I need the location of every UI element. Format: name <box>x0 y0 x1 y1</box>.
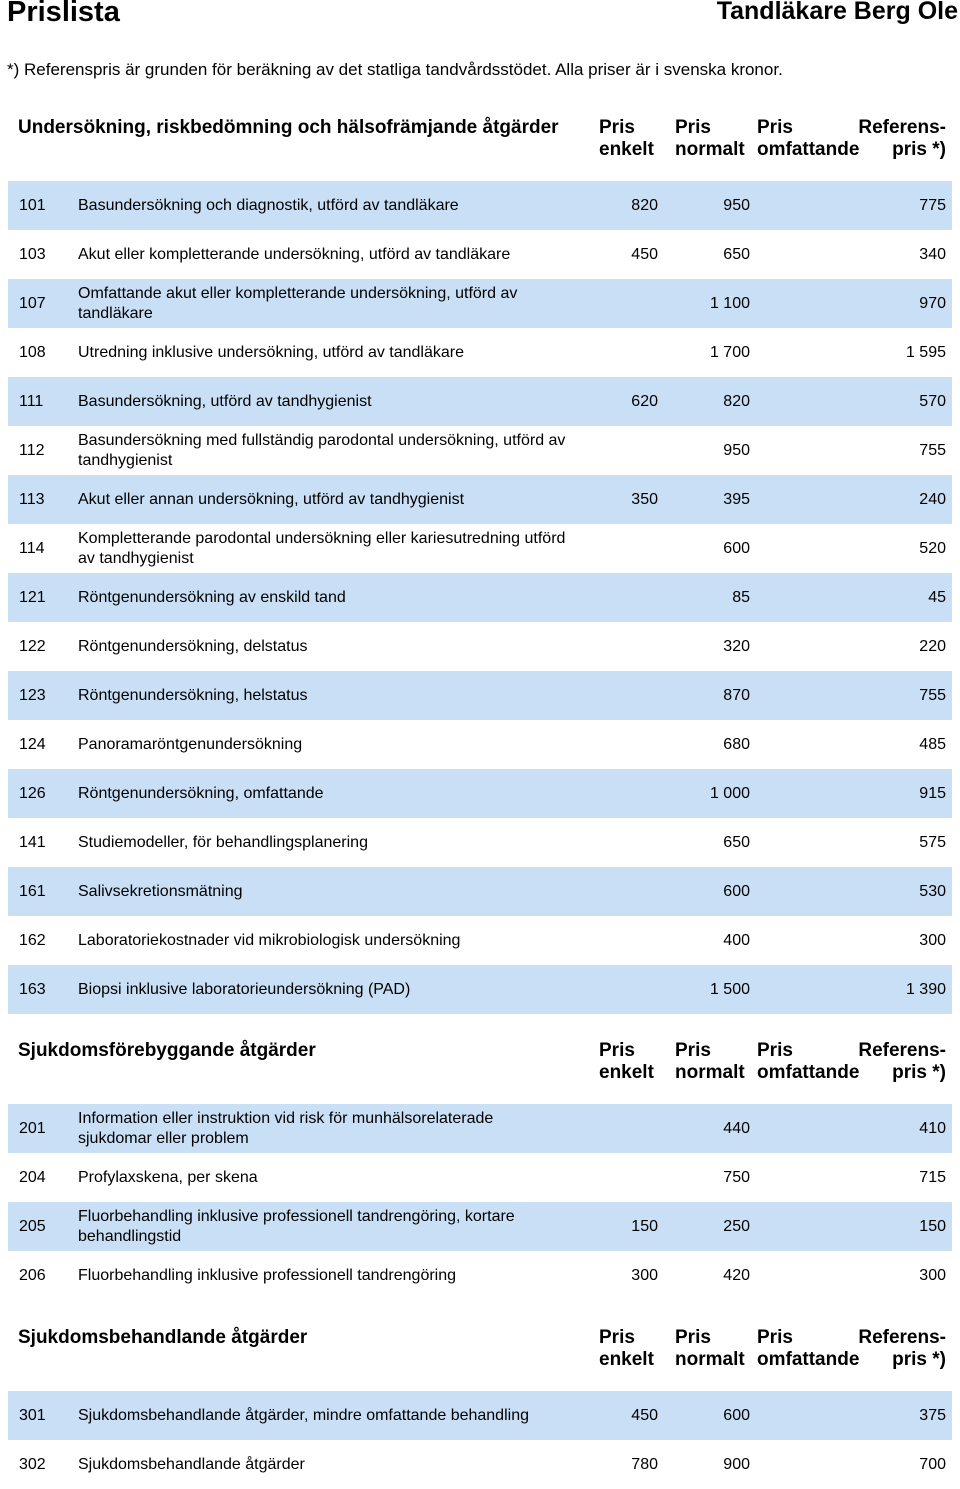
reference-price: 1 595 <box>905 343 946 361</box>
treatment-code: 204 <box>19 1168 46 1186</box>
reference-price: 530 <box>919 882 946 900</box>
treatment-description: Fluorbehandling inklusive professionell tandrengöring, kortare behandlingstid <box>78 1207 515 1245</box>
treatment-code: 302 <box>19 1455 46 1473</box>
reference-price: 755 <box>919 686 946 704</box>
treatment-code: 141 <box>19 833 46 851</box>
treatment-code: 205 <box>19 1217 46 1235</box>
column-header-enkelt <box>599 117 654 161</box>
treatment-description: Röntgenundersökning av enskild tand <box>78 588 346 606</box>
price-normalt: 680 <box>723 735 750 753</box>
treatment-code: 111 <box>19 392 44 410</box>
table-row <box>0 965 960 1014</box>
reference-price: 410 <box>919 1119 946 1137</box>
treatment-code: 122 <box>19 637 46 655</box>
price-normalt: 950 <box>723 196 750 214</box>
table-row <box>0 426 960 475</box>
treatment-description: Basundersökning, utförd av tandhygienist <box>78 392 372 410</box>
column-header-omf <box>757 1040 859 1084</box>
treatment-description: Laboratoriekostnader vid mikrobiologisk undersökning <box>78 931 461 949</box>
price-enkelt: 150 <box>631 1217 658 1235</box>
column-header-normalt <box>675 117 745 161</box>
treatment-description: Röntgenundersökning, helstatus <box>78 686 308 704</box>
table-row <box>0 181 960 230</box>
price-normalt: 950 <box>723 441 750 459</box>
treatment-description: Utredning inklusive undersökning, utförd av tandläkare <box>78 343 465 361</box>
treatment-description: Salivsekretionsmätning <box>78 882 243 900</box>
treatment-description: Röntgenundersökning, omfattande <box>78 784 324 802</box>
price-normalt: 750 <box>723 1168 750 1186</box>
reference-price: 755 <box>919 441 946 459</box>
treatment-code: 206 <box>19 1266 46 1284</box>
column-header-enkelt <box>599 1040 654 1084</box>
reference-price: 1 390 <box>905 980 946 998</box>
table-row <box>0 769 960 818</box>
column-header-line: enkelt <box>599 139 654 160</box>
table-row <box>0 1202 960 1251</box>
treatment-description: Studiemodeller, för behandlingsplanering <box>78 833 368 851</box>
price-normalt: 320 <box>723 637 750 655</box>
table-row <box>0 524 960 573</box>
price-enkelt: 820 <box>631 196 658 214</box>
table-row <box>0 671 960 720</box>
column-header-ref <box>858 1327 946 1371</box>
treatment-description: Basundersökning och diagnostik, utförd av tandläkare <box>78 196 459 214</box>
table-row <box>0 818 960 867</box>
price-enkelt: 350 <box>631 490 658 508</box>
reference-price: 520 <box>919 539 946 557</box>
column-header-ref <box>858 1040 946 1084</box>
reference-price: 775 <box>919 196 946 214</box>
reference-price: 970 <box>919 294 946 312</box>
treatment-code: 201 <box>19 1119 46 1137</box>
price-enkelt: 450 <box>631 245 658 263</box>
clinic-name: Tandläkare Berg Ole <box>716 0 958 25</box>
price-enkelt: 620 <box>631 392 658 410</box>
table-row <box>0 1251 960 1300</box>
price-normalt: 400 <box>723 931 750 949</box>
price-normalt: 395 <box>723 490 750 508</box>
price-normalt: 250 <box>723 1217 750 1235</box>
column-header-line: Pris <box>757 1327 793 1348</box>
price-table <box>0 181 960 1014</box>
treatment-description: Omfattande akut eller kompletterande undersökning, utförd av tandläkare <box>78 284 518 322</box>
column-header-line: Pris <box>599 117 635 138</box>
treatment-code: 121 <box>19 588 46 606</box>
price-table <box>0 1391 960 1489</box>
treatment-code: 107 <box>19 294 46 312</box>
column-header-line: Referens- <box>858 1040 946 1061</box>
section-header <box>0 117 960 181</box>
treatment-code: 112 <box>19 441 45 459</box>
reference-price: 150 <box>919 1217 946 1235</box>
treatment-description: Biopsi inklusive laboratorieundersökning (PAD) <box>78 980 411 998</box>
column-header-line: Pris <box>757 117 793 138</box>
column-header-normalt <box>675 1327 745 1371</box>
price-table <box>0 1104 960 1300</box>
table-row <box>0 916 960 965</box>
column-header-line: pris *) <box>892 139 946 160</box>
treatment-description: Akut eller kompletterande undersökning, utförd av tandläkare <box>78 245 511 263</box>
reference-price: 700 <box>919 1455 946 1473</box>
price-normalt: 1 100 <box>709 294 750 312</box>
column-header-line: omfattande <box>757 1349 860 1370</box>
section-header <box>0 1327 960 1391</box>
column-header-line: Pris <box>757 1040 793 1061</box>
column-header-omf <box>757 117 859 161</box>
treatment-description: Sjukdomsbehandlande åtgärder <box>78 1455 305 1473</box>
price-normalt: 600 <box>723 539 750 557</box>
treatment-code: 101 <box>19 196 46 214</box>
treatment-code: 108 <box>19 343 46 361</box>
table-row <box>0 1391 960 1440</box>
reference-price: 485 <box>919 735 946 753</box>
table-row <box>0 720 960 769</box>
column-header-line: Pris <box>675 1327 711 1348</box>
price-normalt: 1 000 <box>709 784 750 802</box>
column-header-line: pris *) <box>892 1062 946 1083</box>
treatment-code: 161 <box>19 882 46 900</box>
reference-price: 715 <box>919 1168 946 1186</box>
reference-price: 300 <box>919 931 946 949</box>
treatment-description: Basundersökning med fullständig parodontal undersökning, utförd av tandhygienist <box>78 431 566 469</box>
section-treatment <box>0 1327 960 1489</box>
column-header-line: normalt <box>675 1062 745 1083</box>
column-header-line: omfattande <box>757 1062 860 1083</box>
treatment-code: 124 <box>19 735 46 753</box>
page-title: Prislista <box>7 0 120 28</box>
column-header-line: enkelt <box>599 1062 654 1083</box>
price-normalt: 820 <box>723 392 750 410</box>
price-enkelt: 450 <box>631 1406 658 1424</box>
treatment-code: 103 <box>19 245 46 263</box>
price-enkelt: 780 <box>631 1455 658 1473</box>
price-normalt: 420 <box>723 1266 750 1284</box>
column-header-line: normalt <box>675 139 745 160</box>
section-title: Undersökning, riskbedömning och hälsofrämjande åtgärder <box>18 117 559 138</box>
table-row <box>0 1153 960 1202</box>
column-header-line: Pris <box>675 117 711 138</box>
treatment-description: Information eller instruktion vid risk för munhälsorelaterade sjukdomar eller problem <box>78 1109 494 1147</box>
price-normalt: 440 <box>723 1119 750 1137</box>
column-header-ref <box>858 117 946 161</box>
column-header-line: omfattande <box>757 139 860 160</box>
price-normalt: 600 <box>723 882 750 900</box>
treatment-code: 114 <box>19 539 45 557</box>
reference-price: 45 <box>928 588 946 606</box>
table-row <box>0 867 960 916</box>
reference-price: 375 <box>919 1406 946 1424</box>
column-header-omf <box>757 1327 859 1371</box>
price-normalt: 1 500 <box>709 980 750 998</box>
treatment-code: 113 <box>19 490 45 508</box>
reference-price: 570 <box>919 392 946 410</box>
table-row <box>0 377 960 426</box>
price-normalt: 900 <box>723 1455 750 1473</box>
table-row <box>0 230 960 279</box>
treatment-description: Kompletterande parodontal undersökning eller kariesutredning utförd av tandhygienist <box>78 529 566 567</box>
price-normalt: 870 <box>723 686 750 704</box>
column-header-line: pris *) <box>892 1349 946 1370</box>
treatment-description: Röntgenundersökning, delstatus <box>78 637 308 655</box>
price-enkelt: 300 <box>631 1266 658 1284</box>
treatment-code: 163 <box>19 980 46 998</box>
treatment-description: Profylaxskena, per skena <box>78 1168 258 1186</box>
column-header-line: normalt <box>675 1349 745 1370</box>
reference-price: 340 <box>919 245 946 263</box>
column-header-line: Pris <box>675 1040 711 1061</box>
treatment-description: Fluorbehandling inklusive professionell tandrengöring <box>78 1266 457 1284</box>
treatment-code: 162 <box>19 931 46 949</box>
reference-price: 240 <box>919 490 946 508</box>
table-row <box>0 328 960 377</box>
reference-price: 915 <box>919 784 946 802</box>
price-normalt: 85 <box>732 588 750 606</box>
reference-price: 575 <box>919 833 946 851</box>
treatment-description: Sjukdomsbehandlande åtgärder, mindre omfattande behandling <box>78 1406 529 1424</box>
reference-price: 300 <box>919 1266 946 1284</box>
column-header-line: Pris <box>599 1040 635 1061</box>
section-title: Sjukdomsbehandlande åtgärder <box>18 1327 308 1348</box>
table-row <box>0 475 960 524</box>
column-header-enkelt <box>599 1327 654 1371</box>
treatment-description: Panoramaröntgenundersökning <box>78 735 303 753</box>
table-row <box>0 1440 960 1489</box>
treatment-description: Akut eller annan undersökning, utförd av tandhygienist <box>78 490 465 508</box>
treatment-code: 301 <box>19 1406 46 1424</box>
table-row <box>0 1104 960 1153</box>
section-header <box>0 1040 960 1104</box>
price-normalt: 650 <box>723 245 750 263</box>
table-row <box>0 622 960 671</box>
price-normalt: 1 700 <box>709 343 750 361</box>
column-header-line: Referens- <box>858 117 946 138</box>
treatment-code: 123 <box>19 686 46 704</box>
column-header-normalt <box>675 1040 745 1084</box>
treatment-code: 126 <box>19 784 46 802</box>
price-normalt: 650 <box>723 833 750 851</box>
column-header-line: enkelt <box>599 1349 654 1370</box>
table-row <box>0 573 960 622</box>
column-header-line: Referens- <box>858 1327 946 1348</box>
price-normalt: 600 <box>723 1406 750 1424</box>
section-examination <box>0 117 960 1014</box>
section-prevention <box>0 1040 960 1300</box>
table-row <box>0 279 960 328</box>
reference-note: *) Referenspris är grunden för beräkning av det statliga tandvårdsstödet. Alla priser är i svenska kronor. <box>7 60 783 79</box>
column-header-line: Pris <box>599 1327 635 1348</box>
reference-price: 220 <box>919 637 946 655</box>
section-title: Sjukdomsförebyggande åtgärder <box>18 1040 316 1061</box>
